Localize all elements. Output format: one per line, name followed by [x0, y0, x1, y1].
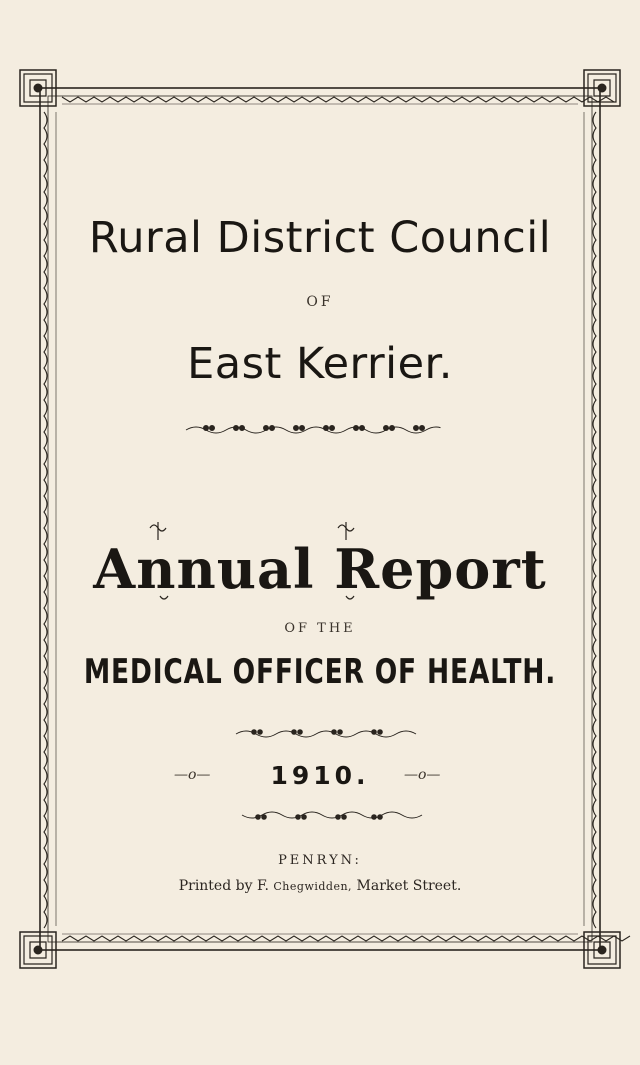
ornamental-rule-bottom	[242, 812, 422, 819]
council-title: Rural District Council	[88, 213, 552, 263]
imprint-prefix: Printed by F.	[178, 878, 269, 894]
ornamental-rule-middle	[236, 730, 416, 737]
year-dash-left: —o—	[174, 767, 211, 783]
ornamental-rule-top	[186, 426, 640, 434]
imprint-place: PENRYN:	[278, 853, 362, 868]
imprint-printer-line	[0, 878, 640, 894]
imprint-suffix: Market Street.	[356, 878, 462, 894]
border-bottom-ornament	[62, 936, 630, 941]
council-of-label: OF	[306, 294, 334, 310]
imprint-printer-name: Chegwidden,	[273, 880, 353, 893]
report-year: 1910.	[270, 761, 370, 790]
of-the-label: OF THE	[284, 621, 356, 636]
year-line	[0, 761, 640, 791]
year-dash-right: —o—	[404, 767, 441, 783]
report-subject: MEDICAL OFFICER OF HEALTH.	[83, 652, 557, 692]
border-top-ornament	[62, 97, 614, 102]
district-name: East Kerrier.	[187, 339, 453, 389]
annual-report-heading: Annual Report	[93, 537, 547, 601]
